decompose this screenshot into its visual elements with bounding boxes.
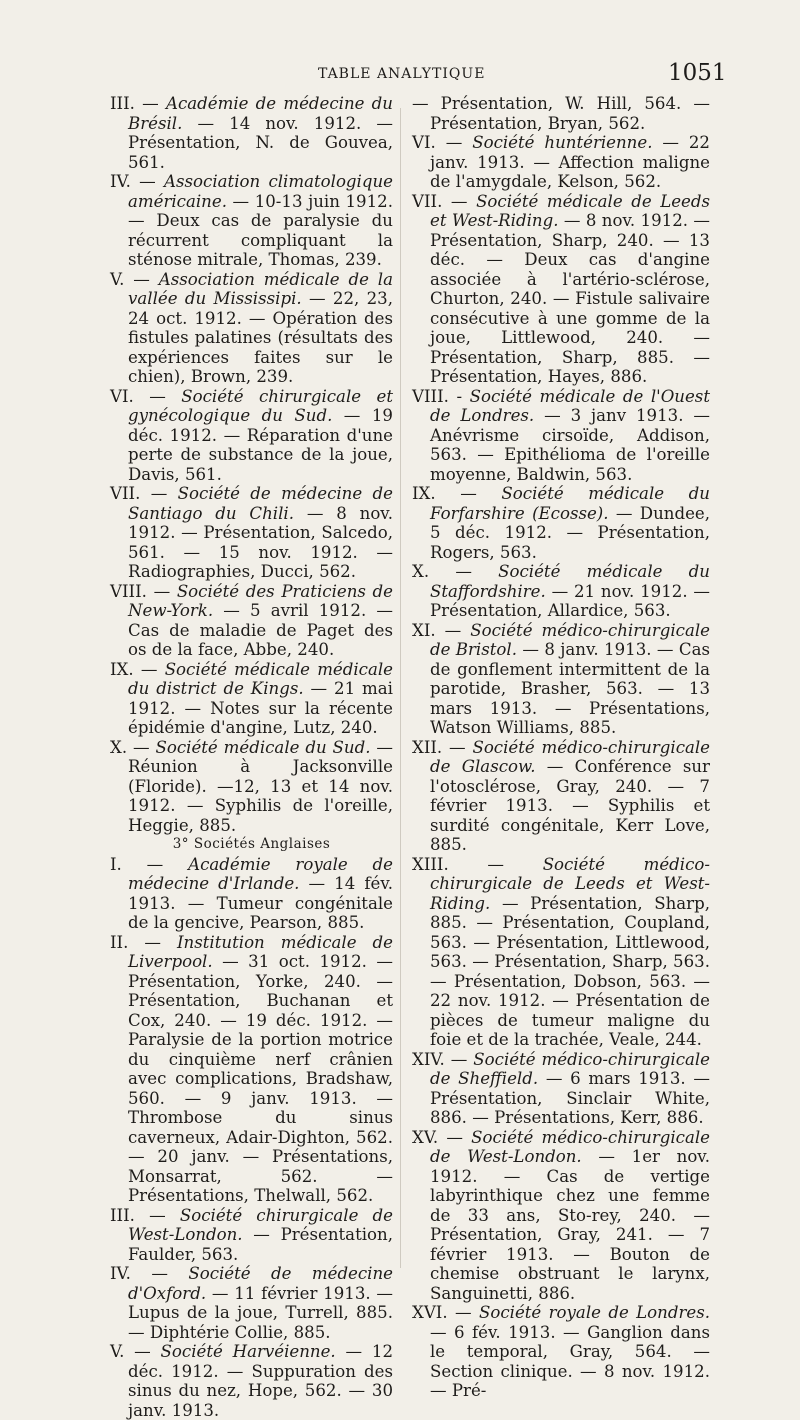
entry-num: I. —: [110, 854, 189, 874]
page-header: [0, 60, 800, 90]
entry-num: XIV. —: [412, 1049, 474, 1069]
index-entry: [110, 582, 393, 660]
entry-text: — 22 janv. 1913. — Affection maligne de l'amygdale, Kelson, 562.: [430, 133, 710, 191]
entry-name: Société médicale de l'Ouest de Londres.: [430, 386, 710, 425]
entry-text: — 21 mai 1912. — Notes sur la récente épidémie d'angine, Lutz, 240.: [128, 679, 393, 737]
entry-num: VI. —: [110, 386, 182, 406]
entry-text: — Conférence sur l'otosclérose, Gray, 240. — 7 février 1913. — Syphilis et surdité congénitale, Kerr Love, 885.: [430, 757, 710, 854]
index-entry: [110, 387, 393, 485]
entry-num: V. —: [110, 269, 159, 289]
entry-num: IX. —: [412, 484, 502, 503]
index-entry: [412, 855, 710, 1050]
index-entry: [110, 270, 393, 387]
entry-name: Société médico-chirurgicale de West-London.: [430, 1127, 710, 1166]
entry-text: — 1er nov. 1912. — Cas de vertige labyrinthique chez une femme de 33 ans, Sto-rey, 240. — Présentation, Gray, 241. — 7 février 1913. — Bouton de chemise obstruant le larynx, Sanguinetti, 886.: [430, 1147, 710, 1303]
entry-name: Société médico-chirurgicale de Sheffield.: [430, 1049, 711, 1088]
entry-num: VII. —: [110, 484, 178, 503]
entry-name: Académie de médecine du Brésil.: [128, 94, 393, 133]
entry-num: XVI. —: [412, 1303, 479, 1322]
entry-text: — 6 mars 1913. — Présentation, Sinclair White, 886. — Présentations, Kerr, 886.: [430, 1069, 710, 1127]
right-column: [412, 94, 710, 1401]
entry-text: — 8 nov. 1912. — Présentation, Salcedo, 561. — 15 nov. 1912. — Radiographies, Ducci, 562.: [128, 503, 393, 581]
index-entry: [412, 621, 710, 738]
page-number: 1051: [668, 60, 727, 86]
entry-num: IV. —: [110, 1264, 189, 1283]
entry-name: Société médicale du Sud.: [155, 737, 371, 757]
entry-text: — 6 fév. 1913. — Ganglion dans le temporal, Gray, 564. — Section clinique. — 8 nov. 1912. — Pré-: [430, 1322, 710, 1400]
entry-num: XIII. —: [412, 854, 543, 874]
entry-text: — Présentation, W. Hill, 564. — Présentation, Bryan, 562.: [412, 94, 710, 133]
running-head: TABLE ANALYTIQUE: [318, 66, 486, 82]
index-entry: [412, 1050, 710, 1128]
entry-num: VI. —: [412, 133, 473, 152]
entry-num: XII. —: [412, 737, 473, 757]
column-divider: [400, 108, 401, 1268]
entry-text: — 19 déc. 1912. — Réparation d'une perte de substance de la joue, Davis, 561.: [128, 406, 393, 484]
entry-text: — 14 fév. 1913. — Tumeur congénitale de la gencive, Pearson, 885.: [128, 874, 393, 932]
entry-name: Société royale de Londres.: [478, 1303, 710, 1322]
entry-num: VIII. -: [412, 386, 470, 406]
entry-text: — 12 déc. 1912. — Suppuration des sinus du nez, Hope, 562. — 30 janv. 1913.: [128, 1342, 393, 1420]
index-entry: [412, 133, 710, 192]
entry-text: — 8 janv. 1913. — Cas de gonflement intermittent de la parotide, Brasher, 563. — 13 mars 1913. — Présentations, Watson Williams, 885.: [430, 640, 710, 737]
index-entry: [412, 192, 710, 387]
index-entry: [110, 933, 393, 1206]
index-entry: [412, 738, 710, 855]
entry-text: — 3 janv 1913. — Anévrisme cirsoïde, Addison, 563. — Epithélioma de l'oreille moyenne, Baldwin, 563.: [430, 406, 710, 484]
entry-name: Association climatologique américaine.: [128, 172, 393, 211]
entry-text: — 5 avril 1912. — Cas de maladie de Paget des os de la face, Abbe, 240.: [128, 601, 393, 659]
entry-text: — 21 nov. 1912. — Présentation, Allardice, 563.: [430, 581, 710, 620]
entry-num: X. —: [110, 737, 156, 757]
entry-text: — 11 février 1913. — Lupus de la joue, Turrell, 885. — Diphtérie Collie, 885.: [128, 1283, 393, 1342]
entry-num: V. —: [110, 1342, 161, 1361]
entry-name: Association médicale de la vallée du Mississipi.: [128, 269, 393, 308]
entry-num: XV. —: [412, 1127, 472, 1147]
entry-name: Société de médecine de Santiago du Chili.: [128, 484, 393, 523]
index-entry: [412, 562, 710, 621]
entry-name: Société médicale de Leeds et West-Riding.: [430, 191, 710, 230]
left-column: [110, 94, 393, 1420]
entry-num: VII. —: [412, 191, 477, 211]
entry-name: Société médico-chirurgicale de Leeds et West-Riding.: [430, 854, 710, 913]
entry-num: X. —: [412, 562, 499, 581]
entry-num: IV. —: [110, 172, 165, 191]
index-entry: [412, 94, 710, 133]
entry-name: Société des Praticiens de New-York.: [128, 581, 393, 620]
index-entry: [412, 484, 710, 562]
index-entry: [110, 738, 393, 836]
index-entry: [110, 484, 393, 582]
entry-name: Société de médecine d'Oxford.: [128, 1264, 393, 1303]
entry-name: Société médico-chirurgicale de Glascow.: [430, 737, 711, 776]
entry-text: — Dundee, 5 déc. 1912. — Présentation, Rogers, 563.: [430, 503, 710, 562]
entry-name: Société médicale médicale du district de Kings.: [128, 659, 393, 698]
entry-name: Société chirurgicale et gynécologique du Sud.: [128, 386, 393, 425]
entry-name: Société médico-chirurgicale de Bristol.: [430, 620, 710, 659]
index-entry: [110, 1206, 393, 1265]
entry-text: — 8 nov. 1912. — Présentation, Sharp, 240. — 13 déc. — Deux cas d'angine associée à l'artério-sclérose, Churton, 240. — Fistule salivaire consécutive à une gomme de la joue, Littlewood, 240. — Présentation, Sharp, 885. — Présentation, Hayes, 886.: [430, 211, 711, 386]
entry-name: Société médicale du Forfarshire (Ecosse).: [430, 484, 710, 523]
entry-num: XI. —: [412, 620, 471, 640]
entry-text: — 10-13 juin 1912. — Deux cas de paralysie du récurrent compliquant la sténose mitrale, Thomas, 239.: [128, 191, 393, 269]
entry-num: IX. —: [110, 659, 165, 679]
index-entry: [110, 172, 393, 270]
index-entry: [110, 660, 393, 738]
entry-text: — Présentation, Faulder, 563.: [128, 1225, 393, 1264]
entry-text: — Présentation, Sharp, 885. — Présentation, Coupland, 563. — Présentation, Littlewood, 563. — Présentation, Sharp, 563. — Présentation, Dobson, 563. — 22 nov. 1912. — Présentation de pièces de tumeur maligne du foie et de la trachée, Veale, 244.: [430, 893, 710, 1049]
entry-num: III. —: [110, 1205, 180, 1225]
index-entry: [412, 1128, 710, 1304]
index-entry: [110, 1342, 393, 1420]
entry-text: — 31 oct. 1912. — Présentation, Yorke, 240. — Présentation, Buchanan et Cox, 240. — 19 déc. 1912. — Paralysie de la portion motrice du cinquième nerf crânien avec complications, Bradshaw, 560. — 9 janv. 1913. — Thrombose du sinus caverneux, Adair-Dighton, 562. — 20 janv. — Présentations, Monsarrat, 562. — Présentations, Thelwall, 562.: [128, 952, 393, 1205]
section-heading: 3° Sociétés Anglaises: [172, 836, 331, 852]
entry-name: Académie royale de médecine d'Irlande.: [128, 854, 393, 893]
entry-text: — Réunion à Jacksonville (Floride). —12, 13 et 14 nov. 1912. — Syphilis de l'oreille, Heggie, 885.: [128, 737, 394, 835]
entry-text: — 14 nov. 1912. — Présentation, N. de Gouvea, 561.: [128, 113, 393, 172]
index-entry: [110, 94, 393, 172]
entry-name: Société Harvéienne.: [160, 1342, 336, 1361]
entry-name: Institution médicale de Liverpool.: [128, 932, 393, 971]
index-entry: [110, 1264, 393, 1342]
index-entry: [110, 855, 393, 933]
entry-num: II. —: [110, 932, 177, 952]
entry-num: VIII. —: [110, 581, 177, 601]
entry-name: Société huntérienne.: [472, 133, 653, 152]
entry-text: — 22, 23, 24 oct. 1912. — Opération des fistules palatines (résultats des expériences faites sur le chien), Brown, 239.: [128, 289, 393, 386]
entry-num: III. —: [110, 94, 166, 113]
entry-name: Société chirurgicale de West-London.: [128, 1205, 393, 1244]
index-entry: [412, 387, 710, 485]
entry-name: Société médicale du Staffordshire.: [430, 562, 710, 601]
